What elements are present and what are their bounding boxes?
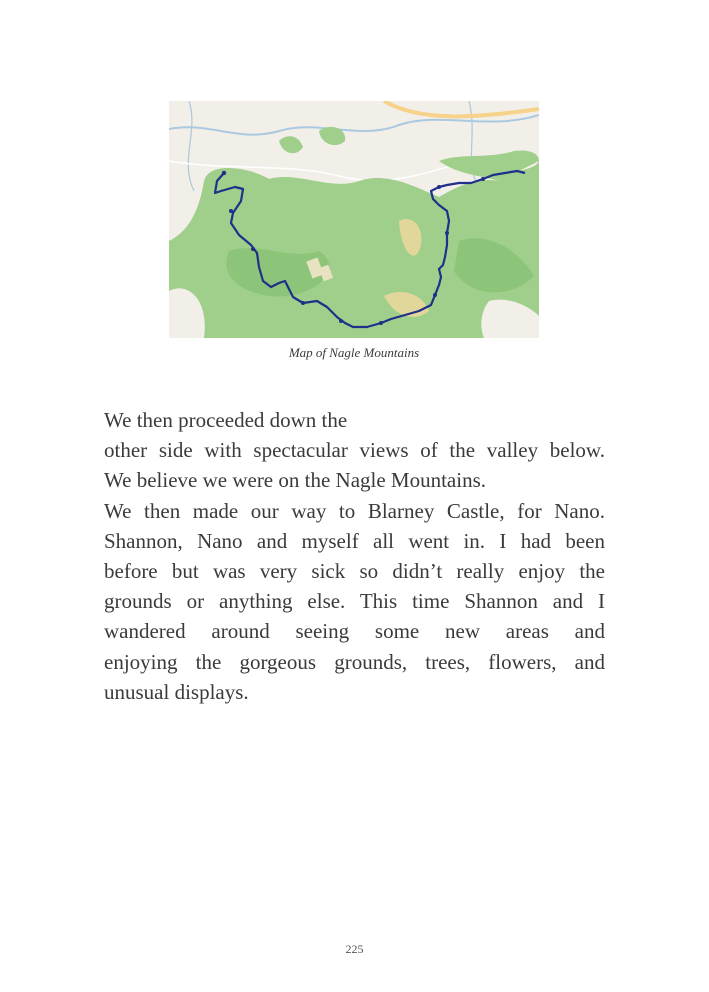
map-route-marker [433,293,437,297]
map-route-marker [379,321,383,325]
body-line: We then made our way to Blarney Castle, for Nano. [104,498,605,523]
body-line: We then proceeded down the [104,408,348,432]
body-line: other side with spectacular views of the valley below. [104,438,605,463]
map-route-marker [437,185,441,189]
body-line: Shannon, Nano and myself all went in. I had been [104,528,605,553]
map-figure [169,101,539,338]
body-line: enjoying the gorgeous grounds, trees, flowers, and [104,649,605,674]
body-line: unusual displays. [104,679,249,704]
body-line: before but was very sick so didn’t really enjoy the [104,559,605,584]
body-line: We believe we were on the Nagle Mountains. [104,468,487,493]
map-route-marker [301,301,305,305]
figure-caption: Map of Nagle Mountains [288,345,420,360]
map-route-marker [222,171,226,175]
body-line: grounds or anything else. This time Shannon and I [104,589,605,614]
map-route-marker [339,319,343,323]
body-line: wandered around seeing some new areas and [104,619,605,644]
map-route-marker [445,231,449,235]
body-paragraph [104,405,605,707]
map-image [169,101,539,338]
map-route-marker [229,209,233,213]
map-route-marker [251,247,255,251]
page-number: 225 [345,942,364,956]
map-route-marker [481,177,485,181]
